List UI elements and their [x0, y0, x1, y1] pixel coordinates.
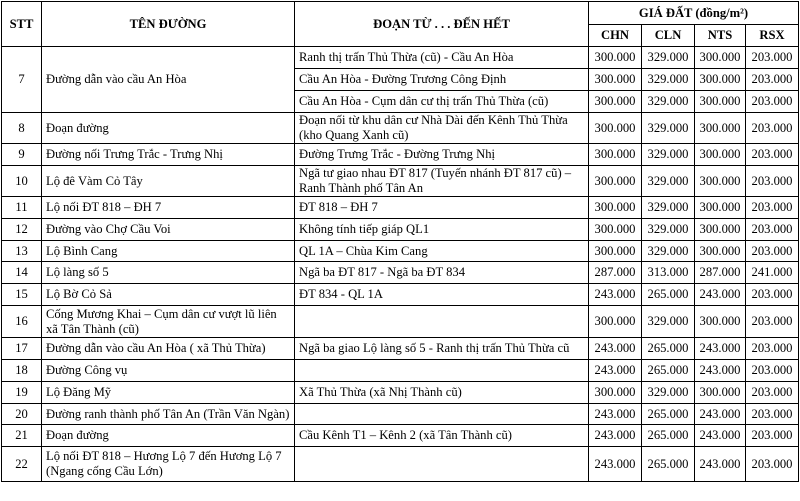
table-row — [2, 219, 799, 241]
price-cln: 329.000 — [642, 197, 695, 219]
segment-description: Xã Thủ Thừa (xã Nhị Thành cũ) — [295, 382, 589, 404]
segment-description — [295, 306, 589, 338]
table-row — [2, 425, 799, 447]
table-row — [2, 197, 799, 219]
segment-description: Đoạn nối từ khu dân cư Nhà Dài đến Kênh Thủ Thừa (kho Quang Xanh cũ) — [295, 113, 589, 144]
row-number: 9 — [2, 144, 42, 166]
row-number: 18 — [2, 360, 42, 382]
row-number: 12 — [2, 219, 42, 241]
price-nts: 300.000 — [695, 219, 746, 241]
price-rsx: 203.000 — [746, 47, 799, 69]
price-nts: 243.000 — [695, 404, 746, 425]
street-name: Đường vào Chợ Cầu Voi — [42, 219, 295, 241]
price-rsx: 203.000 — [746, 241, 799, 262]
table-row — [2, 284, 799, 306]
price-cln: 313.000 — [642, 262, 695, 284]
row-number: 20 — [2, 404, 42, 425]
header-land-price: GIÁ ĐẤT (đồng/m²) — [589, 2, 799, 25]
segment-description — [295, 360, 589, 382]
segment-description: ĐT 834 - QL 1A — [295, 284, 589, 306]
price-nts: 300.000 — [695, 241, 746, 262]
segment-description: Cầu An Hòa - Đường Trương Công Định — [295, 69, 589, 91]
segment-description: Ranh thị trấn Thủ Thừa (cũ) - Cầu An Hòa — [295, 47, 589, 69]
header-row-1 — [2, 2, 799, 25]
price-chn: 300.000 — [589, 69, 642, 91]
price-rsx: 203.000 — [746, 425, 799, 447]
price-cln: 265.000 — [642, 360, 695, 382]
segment-description — [295, 447, 589, 482]
price-nts: 287.000 — [695, 262, 746, 284]
price-rsx: 203.000 — [746, 197, 799, 219]
price-nts: 243.000 — [695, 447, 746, 482]
street-name: Đường nối Trưng Trắc - Trưng Nhị — [42, 144, 295, 166]
row-number: 17 — [2, 338, 42, 360]
price-chn: 300.000 — [589, 241, 642, 262]
price-rsx: 203.000 — [746, 144, 799, 166]
price-nts: 300.000 — [695, 91, 746, 113]
segment-description: Cầu An Hòa - Cụm dân cư thị trấn Thủ Thừa (cũ) — [295, 91, 589, 113]
street-name: Đường Công vụ — [42, 360, 295, 382]
price-chn: 300.000 — [589, 47, 642, 69]
price-rsx: 203.000 — [746, 338, 799, 360]
price-nts: 300.000 — [695, 306, 746, 338]
header-nts: NTS — [695, 25, 746, 47]
price-cln: 265.000 — [642, 447, 695, 482]
price-nts: 243.000 — [695, 284, 746, 306]
price-chn: 243.000 — [589, 447, 642, 482]
price-chn: 300.000 — [589, 91, 642, 113]
price-rsx: 203.000 — [746, 382, 799, 404]
street-name: Đoạn đường — [42, 425, 295, 447]
segment-description — [295, 404, 589, 425]
row-number: 21 — [2, 425, 42, 447]
row-number: 14 — [2, 262, 42, 284]
price-rsx: 203.000 — [746, 447, 799, 482]
price-nts: 300.000 — [695, 197, 746, 219]
price-nts: 243.000 — [695, 338, 746, 360]
segment-description: Đường Trưng Trắc - Đường Trưng Nhị — [295, 144, 589, 166]
header-stt: STT — [2, 2, 42, 47]
table-row — [2, 382, 799, 404]
price-cln: 329.000 — [642, 382, 695, 404]
street-name: Lộ làng số 5 — [42, 262, 295, 284]
price-chn: 300.000 — [589, 197, 642, 219]
price-chn: 243.000 — [589, 284, 642, 306]
table-row — [2, 306, 799, 338]
land-price-table — [1, 1, 799, 482]
price-rsx: 203.000 — [746, 306, 799, 338]
price-cln: 329.000 — [642, 219, 695, 241]
header-segment: ĐOẠN TỪ . . . ĐẾN HẾT — [295, 2, 589, 47]
row-number: 22 — [2, 447, 42, 482]
row-number: 10 — [2, 166, 42, 197]
header-cln: CLN — [642, 25, 695, 47]
price-cln: 265.000 — [642, 338, 695, 360]
price-chn: 243.000 — [589, 338, 642, 360]
price-cln: 329.000 — [642, 166, 695, 197]
price-cln: 329.000 — [642, 241, 695, 262]
price-rsx: 203.000 — [746, 166, 799, 197]
price-nts: 300.000 — [695, 382, 746, 404]
table-row — [2, 338, 799, 360]
price-rsx: 203.000 — [746, 69, 799, 91]
price-rsx: 241.000 — [746, 262, 799, 284]
street-name: Đường dẫn vào cầu An Hòa ( xã Thủ Thừa) — [42, 338, 295, 360]
price-chn: 300.000 — [589, 219, 642, 241]
street-name: Lộ nối ĐT 818 – Hương Lộ 7 đến Hương Lộ 7 (Ngang cống Cầu Lớn) — [42, 447, 295, 482]
table-row — [2, 166, 799, 197]
price-cln: 329.000 — [642, 47, 695, 69]
price-nts: 300.000 — [695, 113, 746, 144]
table-row — [2, 113, 799, 144]
row-number: 7 — [2, 47, 42, 113]
price-chn: 243.000 — [589, 404, 642, 425]
price-chn: 243.000 — [589, 425, 642, 447]
price-nts: 300.000 — [695, 166, 746, 197]
street-name: Lộ Bình Cang — [42, 241, 295, 262]
price-cln: 329.000 — [642, 144, 695, 166]
segment-description: Ngã tư giao nhau ĐT 817 (Tuyến nhánh ĐT 817 cũ) – Ranh Thành phố Tân An — [295, 166, 589, 197]
header-street-name: TÊN ĐƯỜNG — [42, 2, 295, 47]
price-chn: 287.000 — [589, 262, 642, 284]
table-row — [2, 262, 799, 284]
segment-description: ĐT 818 – ĐH 7 — [295, 197, 589, 219]
price-nts: 243.000 — [695, 425, 746, 447]
price-nts: 243.000 — [695, 360, 746, 382]
price-chn: 300.000 — [589, 382, 642, 404]
row-number: 11 — [2, 197, 42, 219]
row-number: 15 — [2, 284, 42, 306]
street-name: Đường dẫn vào cầu An Hòa — [42, 47, 295, 113]
segment-description: Không tính tiếp giáp QL1 — [295, 219, 589, 241]
price-cln: 265.000 — [642, 404, 695, 425]
segment-description: Ngã ba ĐT 817 - Ngã ba ĐT 834 — [295, 262, 589, 284]
price-chn: 300.000 — [589, 144, 642, 166]
price-nts: 300.000 — [695, 69, 746, 91]
price-chn: 300.000 — [589, 306, 642, 338]
row-number: 19 — [2, 382, 42, 404]
segment-description: QL 1A – Chùa Kim Cang — [295, 241, 589, 262]
price-rsx: 203.000 — [746, 219, 799, 241]
street-name: Lộ Đăng Mỹ — [42, 382, 295, 404]
price-chn: 300.000 — [589, 113, 642, 144]
street-name: Lộ đê Vàm Cỏ Tây — [42, 166, 295, 197]
price-rsx: 203.000 — [746, 91, 799, 113]
table-row — [2, 144, 799, 166]
price-nts: 300.000 — [695, 47, 746, 69]
price-rsx: 203.000 — [746, 404, 799, 425]
header-rsx: RSX — [746, 25, 799, 47]
price-cln: 329.000 — [642, 306, 695, 338]
table-row — [2, 47, 799, 69]
table-row — [2, 360, 799, 382]
segment-description: Cầu Kênh T1 – Kênh 2 (xã Tân Thành cũ) — [295, 425, 589, 447]
row-number: 13 — [2, 241, 42, 262]
table-body — [2, 47, 799, 482]
price-chn: 300.000 — [589, 166, 642, 197]
table-row — [2, 404, 799, 425]
price-cln: 265.000 — [642, 425, 695, 447]
row-number: 8 — [2, 113, 42, 144]
price-cln: 329.000 — [642, 69, 695, 91]
street-name: Cống Mương Khai – Cụm dân cư vượt lũ liên xã Tân Thành (cũ) — [42, 306, 295, 338]
street-name: Đoạn đường — [42, 113, 295, 144]
price-rsx: 203.000 — [746, 360, 799, 382]
price-rsx: 203.000 — [746, 284, 799, 306]
table-row — [2, 447, 799, 482]
segment-description: Ngã ba giao Lộ làng số 5 - Ranh thị trấn Thủ Thừa cũ — [295, 338, 589, 360]
row-number: 16 — [2, 306, 42, 338]
header-chn: CHN — [589, 25, 642, 47]
price-chn: 243.000 — [589, 360, 642, 382]
street-name: Lộ nối ĐT 818 – ĐH 7 — [42, 197, 295, 219]
street-name: Đường ranh thành phố Tân An (Trần Văn Ngàn) — [42, 404, 295, 425]
table-row — [2, 241, 799, 262]
price-cln: 265.000 — [642, 284, 695, 306]
price-rsx: 203.000 — [746, 113, 799, 144]
street-name: Lộ Bờ Cỏ Sả — [42, 284, 295, 306]
price-cln: 329.000 — [642, 113, 695, 144]
price-nts: 300.000 — [695, 144, 746, 166]
price-cln: 329.000 — [642, 91, 695, 113]
